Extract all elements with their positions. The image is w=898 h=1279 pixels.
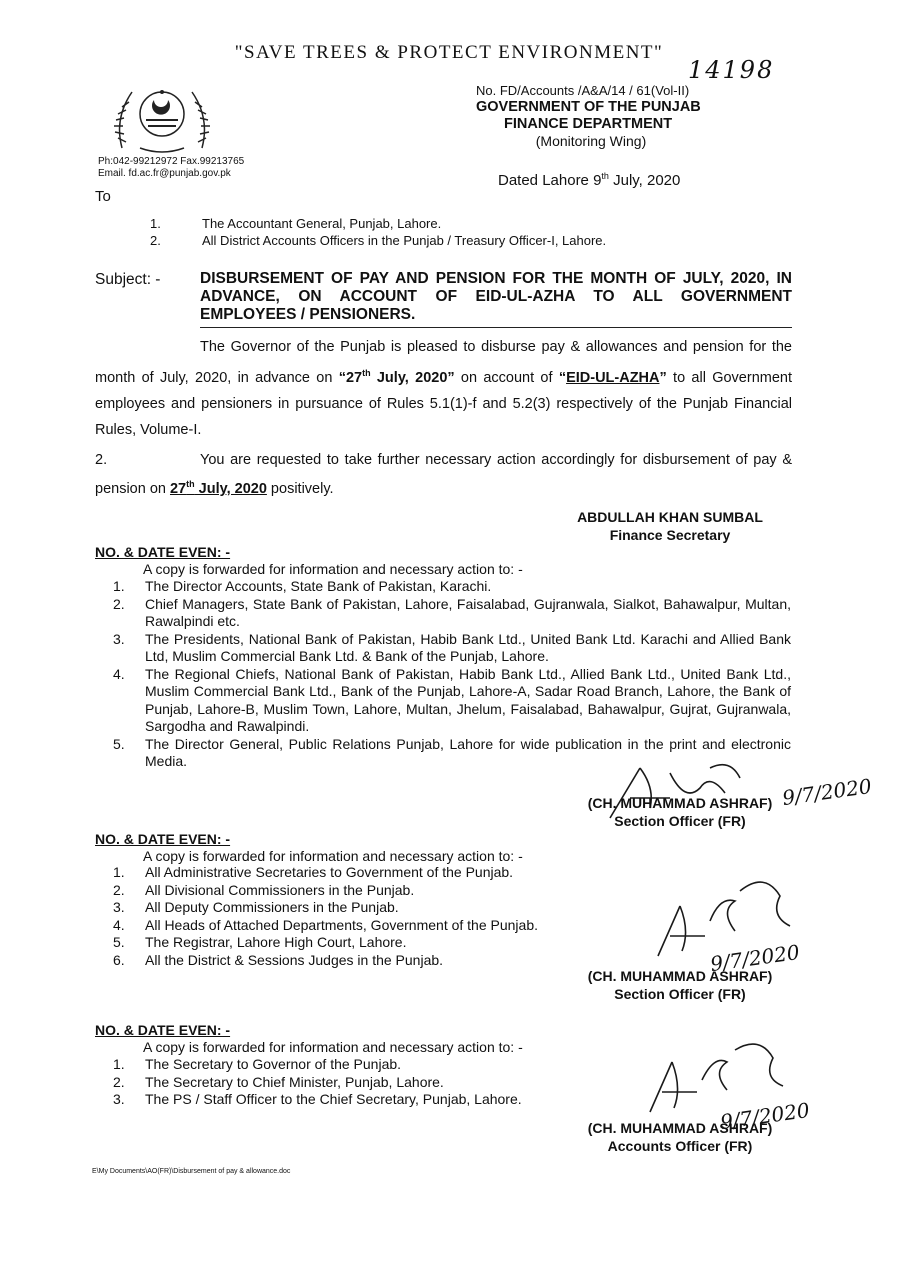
secretary-title: Finance Secretary [609,527,731,543]
paragraph-1: The Governor of the Punjab is pleased to disburse pay & allowances and pension for the month of July, 2020, in advance on “27th July, 2020” on account of “EID-UL-AZHA” to all Government employees and pensioners in pursuance of Rules 5.1(1)-f and 5.2(3) respectively of the Punjab Financial Rules, Volume-I. [95,339,793,438]
wing-name: (Monitoring Wing) [535,133,647,149]
section-3-list [113,1056,583,1109]
handwritten-date-2: 9/7/2020 [708,939,802,977]
secretary-name: ABDULLAH KHAN SUMBAL [577,509,763,525]
diary-number: 14198 [688,56,775,84]
section-2-intro: A copy is forwarded for information and necessary action to: - [143,848,523,864]
subject-label: Subject: - [95,271,161,288]
signatory-title: Section Officer (FR) [614,813,746,829]
signatory-name: (CH. MUHAMMAD ASHRAF) [587,795,773,811]
list-item: 4. All Heads of Attached Departments, Government of the Punjab. [113,916,538,933]
to-label: To [95,188,111,205]
section-2-signatory [570,967,790,1003]
addressee-list [150,215,606,249]
signatory-name: (CH. MUHAMMAD ASHRAF) [587,968,773,984]
list-item: 3. The PS / Staff Officer to the Chief Secretary, Punjab, Lahore. [113,1091,522,1107]
secretary-signature-block [560,508,780,544]
list-item: 2. The Secretary to Chief Minister, Punjab, Lahore. [113,1073,444,1090]
list-item: 1. The Secretary to Governor of the Punjab. [113,1056,402,1072]
list-item: 6. All the District & Sessions Judges in the Punjab. [113,951,444,968]
addressee: 2. All District Accounts Officers in the Punjab / Treasury Officer-I, Lahore. [150,233,607,248]
phone-fax: Ph:042-99212972 Fax.99213765 [98,156,245,167]
handwritten-date-1: 9/7/2020 [780,773,874,811]
list-item: 3. All Deputy Commissioners in the Punjab. [113,899,399,915]
section-3-heading: NO. & DATE EVEN: - [95,1022,231,1038]
list-item: 4. The Regional Chiefs, National Bank of Pakistan, Habib Bank Ltd., Allied Bank Ltd., United Bank Ltd., Muslim Commercial Bank Ltd., Bank of the Punjab, Lahore-A, Sadar Road Branch, Lahore, the Bank of Punjab, Lahore-B, Muslim Town, Lahore, Multan, Jhelum, Faisalabad, Bahawalpur, Gujrat, Gujranwala, Sargodha and Rawalpindi. [113,665,791,734]
section-1-list [113,578,791,771]
paragraph-2: 2. You are requested to take further necessary action accordingly for disbursement of pay & pension on 27th July, 2020 positively. [95,452,792,497]
date-suffix: July, 2020 [608,172,681,189]
motto: "SAVE TREES & PROTECT ENVIRONMENT" [234,42,664,63]
letterhead [476,82,726,150]
list-item: 5. The Director General, Public Relations Punjab, Lahore for wide publication in the print and electronic Media. [113,735,791,769]
government-punjab-logo-icon [110,78,214,158]
date-sup: th [601,171,609,181]
signatory-title: Section Officer (FR) [614,986,746,1002]
section-3-intro: A copy is forwarded for information and necessary action to: - [143,1039,523,1055]
section-1-heading: NO. & DATE EVEN: - [95,544,231,560]
footer-file-path: E\My Documents\AO(FR)\Disbursement of pay & allowance.doc [92,1168,291,1175]
section-2-heading: NO. & DATE EVEN: - [95,831,231,847]
list-item: 1. The Director Accounts, State Bank of Pakistan, Karachi. [113,578,492,594]
email: Email. fd.ac.fr@punjab.gov.pk [98,168,231,179]
signatory-name: (CH. MUHAMMAD ASHRAF) [587,1120,773,1136]
list-item: 2. Chief Managers, State Bank of Pakistan, Lahore, Faisalabad, Gujranwala, Sialkot, Bahawalpur, Multan, Rawalpindi etc. [113,595,791,629]
subject-rule [200,327,792,328]
section-3-signatory [570,1119,790,1155]
date-prefix: Dated Lahore 9 [498,172,602,189]
government-name: GOVERNMENT OF THE PUNJAB [476,99,701,115]
section-1-signatory [570,794,790,830]
department-name: FINANCE DEPARTMENT [504,116,673,132]
reference-number: No. FD/Accounts /A&A/14 / 61(Vol-II) [476,83,690,98]
list-item: 3. The Presidents, National Bank of Pakistan, Habib Bank Ltd., United Bank Ltd. Karachi and Allied Bank Ltd, Muslim Commercial Bank Ltd. & Bank of the Punjab, Lahore. [113,630,791,664]
letter-date [498,171,680,189]
subject-text: DISBURSEMENT OF PAY AND PENSION FOR THE MONTH OF JULY, 2020, IN ADVANCE, ON ACCOUNT OF EID-UL-AZHA TO ALL GOVERNMENT EMPLOYEES / PENSIONERS. [200,270,792,323]
list-item: 1. All Administrative Secretaries to Government of the Punjab. [113,864,514,880]
section-2-list [113,864,583,969]
handwritten-date-3: 9/7/2020 [718,1097,812,1135]
signatory-title: Accounts Officer (FR) [607,1138,753,1154]
addressee: 1. The Accountant General, Punjab, Lahore. [150,216,442,231]
list-item: 5. The Registrar, Lahore High Court, Lahore. [113,934,407,950]
list-item: 2. All Divisional Commissioners in the Punjab. [113,881,415,898]
contact-block [98,156,244,180]
section-1-intro: A copy is forwarded for information and necessary action to: - [143,561,523,577]
